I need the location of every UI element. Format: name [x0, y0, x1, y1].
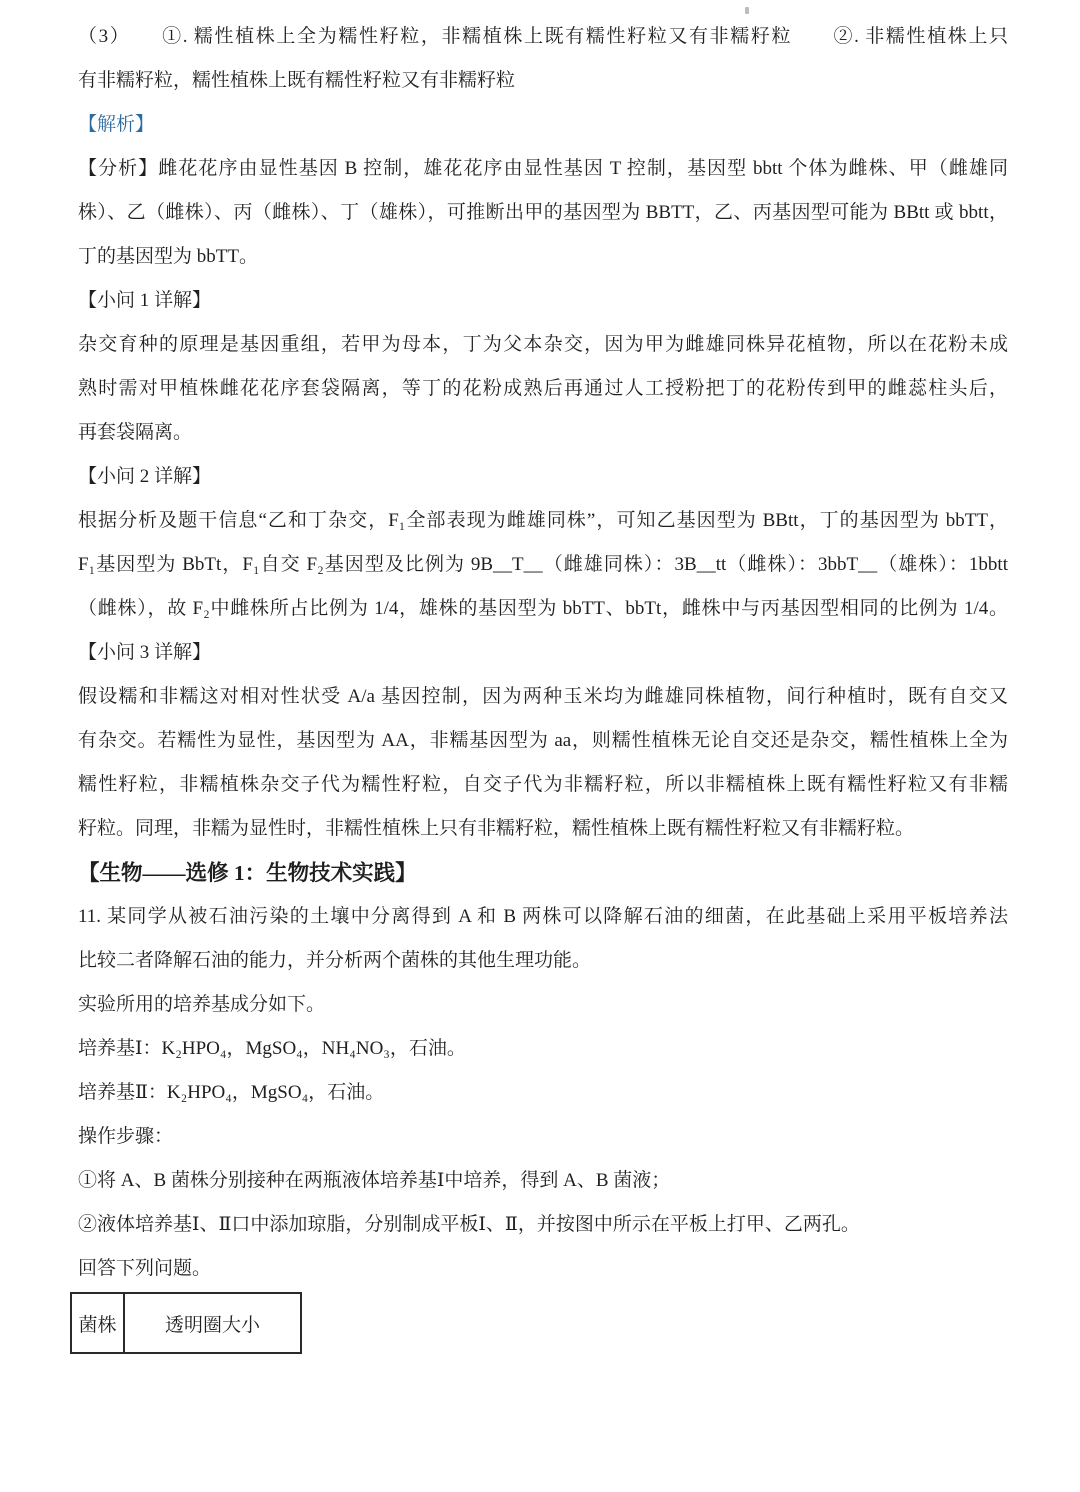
text-line-27: ①将 A、B 菌株分别接种在两瓶液体培养基Ⅰ中培养，得到 A、B 菌液；	[78, 1170, 671, 1191]
text-line-25: 培养基Ⅱ：K₂HPO₄，MgSO₄，石油。	[78, 1082, 385, 1103]
text-line-5: 株）、乙（雌株）、丙（雌株）、丁（雄株），可推断出甲的基因型为 BBTT，乙、丙基因型可能为 BBtt 或 bbtt，	[78, 202, 1008, 223]
text-line-13: F₁基因型为 BbTt，F₁自交 F₂基因型及比例为 9B__T__（雌雄同株）：3B__tt（雌株）：3bbT__（雄株）：1bbtt	[78, 554, 1008, 575]
text-line-17: 有杂交。若糯性为显性，基因型为 AA，非糯基因型为 aa，则糯性植株无论自交还是杂交，糯性植株上全为	[78, 730, 1008, 751]
text-line-21: 11. 某同学从被石油污染的土壤中分离得到 A 和 B 两株可以降解石油的细菌，在此基础上采用平板培养法	[78, 906, 1008, 927]
text-line-8: 杂交育种的原理是基因重组，若甲为母本，丁为父本杂交，因为甲为雌雄同株异花植物，所以在花粉未成	[78, 334, 1008, 355]
text-line-6: 丁的基因型为 bbTT。	[78, 246, 258, 267]
text-line-10: 再套袋隔离。	[78, 422, 193, 443]
text-line-28: ②液体培养基Ⅰ、Ⅱ口中添加琼脂，分别制成平板Ⅰ、Ⅱ，并按图中所示在平板上打甲、乙两孔。	[78, 1214, 860, 1235]
text-line-1: （3） ①. 糯性植株上全为糯性籽粒，非糯植株上既有糯性籽粒又有非糯籽粒 ②. 非糯性植株上只	[78, 26, 1008, 47]
text-line-18: 糯性籽粒，非糯植株杂交子代为糯性籽粒，自交子代为非糯籽粒，所以非糯植株上既有糯性籽粒又有非糯	[78, 774, 1008, 795]
text-line-12: 根据分析及题干信息“乙和丁杂交，F₁全部表现为雌雄同株”，可知乙基因型为 BBtt，丁的基因型为 bbTT，	[78, 510, 1008, 531]
text-line-16: 假设糯和非糯这对相对性状受 A/a 基因控制，因为两种玉米均为雌雄同株植物，间行种植时，既有自交又	[78, 686, 1008, 707]
text-line-22: 比较二者降解石油的能力，并分析两个菌株的其他生理功能。	[78, 950, 592, 971]
text-line-3: 【解析】	[78, 114, 155, 135]
table-header-row	[71, 1293, 301, 1353]
text-line-29: 回答下列问题。	[78, 1258, 212, 1279]
strain-table	[70, 1292, 302, 1354]
document-body	[78, 15, 1008, 1291]
text-line-7: 【小问 1 详解】	[78, 290, 212, 311]
text-line-24: 培养基Ⅰ：K₂HPO₄，MgSO₄，NH₄NO₃，石油。	[78, 1038, 466, 1059]
text-line-15: 【小问 3 详解】	[78, 642, 212, 663]
scan-artifact-mark	[745, 7, 749, 14]
text-line-2: 有非糯籽粒，糯性植株上既有糯性籽粒又有非糯籽粒	[78, 70, 516, 91]
table-header-clear-zone-size: 透明圈大小	[124, 1293, 301, 1353]
text-line-11: 【小问 2 详解】	[78, 466, 212, 487]
text-line-14: （雌株），故 F₂中雌株所占比例为 1/4，雄株的基因型为 bbTT、bbTt，雌株中与丙基因型相同的比例为 1/4。	[78, 598, 1008, 619]
text-line-26: 操作步骤：	[78, 1126, 174, 1147]
text-line-23: 实验所用的培养基成分如下。	[78, 994, 326, 1015]
text-line-19: 籽粒。同理，非糯为显性时，非糯性植株上只有非糯籽粒，糯性植株上既有糯性籽粒又有非糯籽粒。	[78, 818, 915, 839]
table-header-strain: 菌株	[71, 1293, 124, 1353]
text-line-9: 熟时需对甲植株雌花花序套袋隔离，等丁的花粉成熟后再通过人工授粉把丁的花粉传到甲的雌蕊柱头后，	[78, 378, 1008, 399]
text-line-20: 【生物——选修 1：生物技术实践】	[78, 861, 417, 885]
text-line-4: 【分析】雌花花序由显性基因 B 控制，雄花花序由显性基因 T 控制，基因型 bbtt 个体为雌株、甲（雌雄同	[78, 158, 1008, 179]
